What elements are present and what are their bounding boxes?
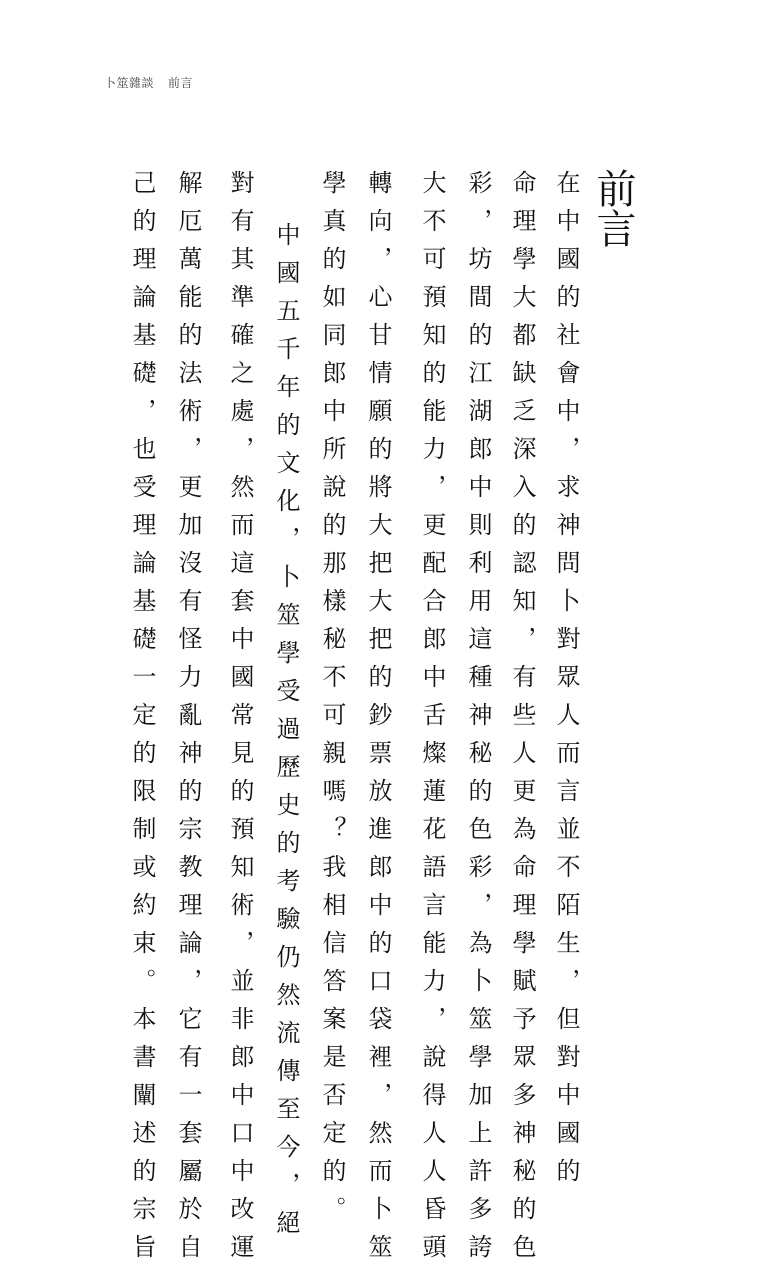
text-column-6: 學真的如同郎中所說的那樣秘不可親嗎？我相信答案是否定的。 — [318, 170, 346, 1234]
text-column-8: 對有其準確之處，然而這套中國常見的預知術，並非郎中口中改運 — [226, 170, 254, 1272]
running-header — [104, 74, 193, 91]
header-section-title: 前言 — [168, 76, 194, 90]
header-book-title: 卜筮雜談 — [104, 76, 155, 90]
text-column-7: 中國五千年的文化，卜筮學受過歷史的考驗仍然流傳至今，絕 — [272, 222, 300, 1248]
text-column-5: 轉向，心甘情願的將大把大把的鈔票放進郎中的口袋裡，然而卜筮 — [364, 170, 392, 1272]
text-column-10: 己的理論基礎，也受理論基礎一定的限制或約束。本書闡述的宗旨 — [128, 170, 156, 1272]
text-column-1: 在中國的社會中，求神問卜對眾人而言並不陌生，但對中國的 — [552, 170, 580, 1196]
text-column-4: 大不可預知的能力，更配合郎中舌燦蓮花語言能力，說得人人昏頭 — [418, 170, 446, 1272]
chapter-title: 前言 — [590, 168, 636, 248]
text-column-9: 解厄萬能的法術，更加沒有怪力亂神的宗教理論，它有一套屬於自 — [174, 170, 202, 1272]
text-column-3: 彩，坊間的江湖郎中則利用這種神秘的色彩，為卜筮學加上許多誇 — [464, 170, 492, 1272]
text-column-2: 命理學大都缺乏深入的認知，有些人更為命理學賦予眾多神秘的色 — [508, 170, 536, 1272]
